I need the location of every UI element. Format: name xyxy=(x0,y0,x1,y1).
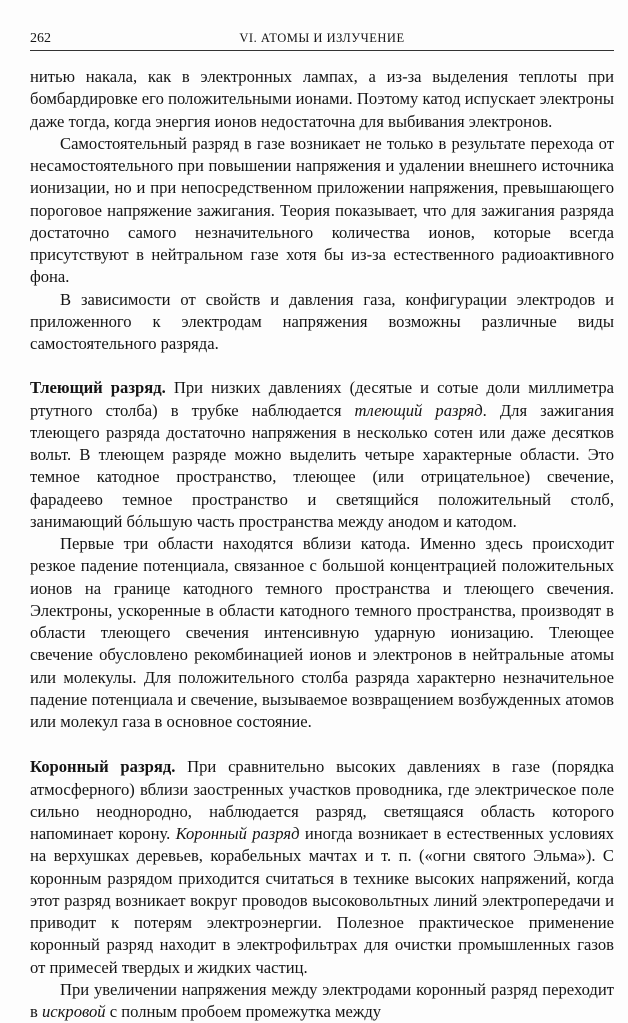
spark-text-a: При увеличении напряжения между электродами коронный разряд переходит в xyxy=(30,979,614,1021)
section-gap xyxy=(30,733,614,756)
spark-term: искровой xyxy=(42,1002,106,1021)
running-header xyxy=(30,28,614,51)
paragraph-discharge-types: В зависимости от свойств и давления газа, конфигурации электродов и приложенного к электродам напряжения возможны различные виды самостоятельного разряда. xyxy=(30,289,614,353)
section-glow-discharge xyxy=(30,377,614,533)
spark-text-b: с полным пробоем промежутка между xyxy=(109,1002,382,1021)
paragraph-self-sustained-discharge: Самостоятельный разряд в газе возникает не только в результате перехода от несамостоятельного при повышении напряжения и удалении внешнего источника ионизации, но и при непосредственном приложении напряжения, превышающего пороговое напряжение зажигания. Теория показывает, что для зажигания разряда достаточно самого незначительного количества ионов, которые всегда присутствуют в нейтральном газе хотя бы из-за естественного радиоактивного фона. xyxy=(30,133,614,287)
corona-term: Коронный разряд xyxy=(175,824,300,843)
corona-discharge-heading: Коронный разряд. xyxy=(30,757,176,777)
section-gap xyxy=(30,355,614,377)
glow-discharge-heading: Тлеющий разряд. xyxy=(30,378,166,398)
corona-text-a: При сравнительно высоких давлениях в газе (порядка атмосферного) вблизи заостренных участков проводника, где электрическое поле сильно неоднородно, наблюдается разряд, светящаяся область которого напоминает корону. xyxy=(30,757,614,843)
paragraph-cathode-regions: Первые три области находятся вблизи катода. Именно здесь происходит резкое падение потенциала, связанное с большой концентрацией положительных ионов на границе катодного темного пространства и тлеющего свечения. Электроны, ускоренные в области катодного темного пространства, производят в области тлеющего свечения интенсивную ударную ионизацию. Тлеющее свечение обусловлено рекомбинацией ионов и электронов в нейтральные атомы или молекулы. Для положительного столба разряда характерно незначительное падение потенциала и свечение, вызываемое возвращением возбужденных атомов или молекул газа в основное состояние. xyxy=(30,534,614,731)
paragraph-continuation: нитью накала, как в электронных лампах, а из-за выделения теплоты при бомбардировке его положительными ионами. Поэтому катод испускает электроны даже тогда, когда энергия ионов недостаточна для выбивания электронов. xyxy=(30,67,614,131)
page-number: 262 xyxy=(30,31,51,46)
glow-term: тлеющий разряд xyxy=(354,400,483,420)
corona-text-b: иногда возникает в естественных условиях на верхушках деревьев, корабельных мачтах и т. п. («огни святого Эльма»). С коронным разрядом приходится считаться в технике высоких напряжений, когда этот разряд возникает вокруг проводов высоковольтных линий электропередачи и приводит к потерям электроэнергии. Полезное практическое применение коронный разряд находит в электрофильтрах для очистки промышленных газов от примесей твердых и жидких частиц. xyxy=(30,824,614,977)
section-corona-discharge xyxy=(30,756,614,979)
glow-text-a: При низких давлениях (десятые и сотые доли миллиметра ртутного столба) в трубке наблюдается xyxy=(30,378,614,420)
glow-text-b: . Для зажигания тлеющего разряда достаточно напряжения в несколько сотен или даже десятков вольт. В тлеющем разряде можно выделить четыре характерные области. Это темное катодное пространство, тлеющее (или отрицательное) свечение, фарадеево темное пространство и светящийся положительный столб, занимающий бóльшую часть пространства между анодом и катодом. xyxy=(30,400,614,531)
paragraph-spark-transition xyxy=(30,979,614,1023)
chapter-title: VI. АТОМЫ И ИЗЛУЧЕНИЕ xyxy=(239,31,405,45)
page-body xyxy=(30,66,614,1023)
